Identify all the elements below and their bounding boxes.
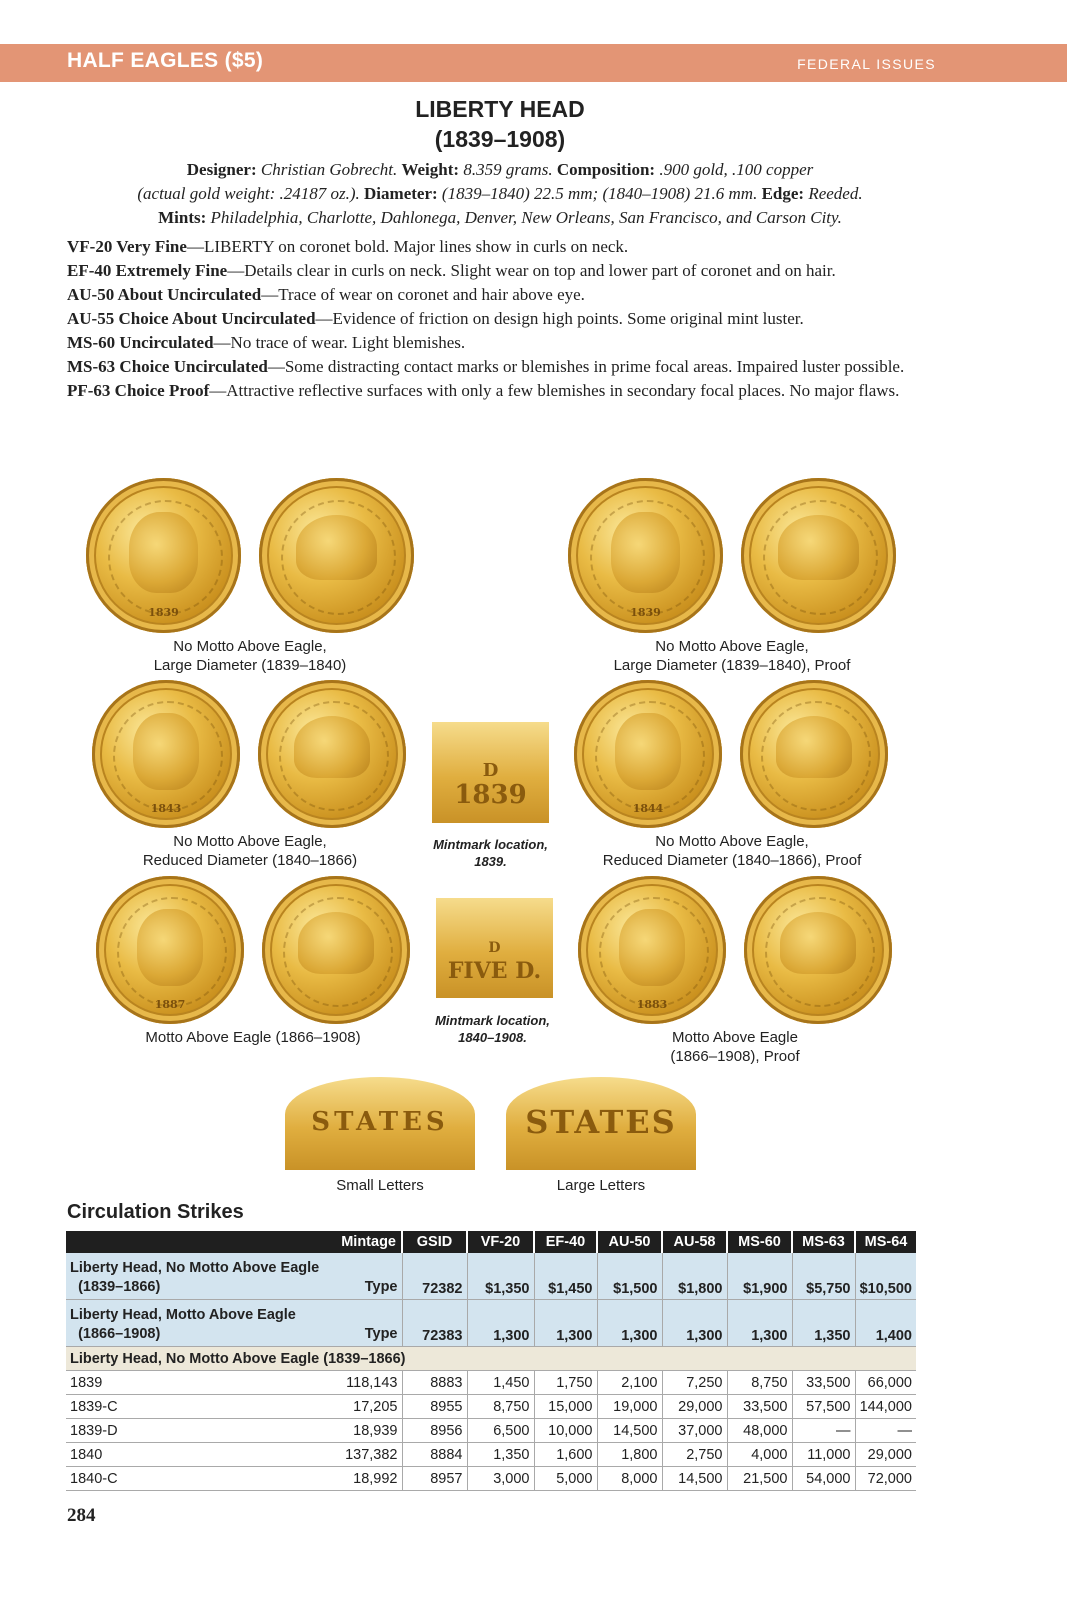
row-mintage: 137,382 [345,1446,398,1463]
coin-reverse-image [262,876,410,1024]
grade-item: AU-50 About Uncirculated—Trace of wear on coronet and hair above eye. [67,285,585,304]
grade-descriptions [67,236,937,404]
caption-motto: Motto Above Eagle (1866–1908) [145,1029,361,1046]
grade-item: PF-63 Choice Proof—Attractive reflective surfaces with only a few blemishes in secondary focal places. No major flaws. [67,381,900,400]
grade-item: EF-40 Extremely Fine—Details clear in curls on neck. Slight wear on top and lower part of coronet and on hair. [67,261,836,280]
type-row: Liberty Head, No Motto Above Eagle (1839–1866) Type 72382 $1,350 $1,450 $1,500 $1,800 $1,900 $5,750 $10,500 [66,1253,916,1300]
row-date: 1839-C [70,1398,118,1415]
col-ms63: MS-63 [792,1231,855,1253]
col-gsid: GSID [402,1231,467,1253]
table-row: 1839-C 17,205 8955 8,750 15,000 19,000 29,000 33,500 57,500 144,000 [66,1395,916,1419]
coin-date: 1839 [630,606,661,620]
composition-value: .900 gold, .100 copper [659,160,814,179]
coin-date: 1844 [632,801,664,815]
coin-date: 1883 [636,997,668,1011]
section-heading: Circulation Strikes [67,1201,244,1223]
small-letters-closeup: STATES [285,1077,475,1170]
row-date: 1840-C [70,1470,118,1487]
mintmark-1840-1908-closeup: D FIVE D. [436,898,553,998]
category-label: FEDERAL ISSUES [797,56,936,72]
col-au58: AU-58 [662,1231,727,1253]
composition-label: Composition: [556,160,656,179]
row-mintage: 18,939 [353,1422,398,1439]
row-date: 1840 [70,1446,103,1463]
grade-item: MS-63 Choice Uncirculated—Some distracting contact marks or blemishes in prime focal areas. Impaired luster possible. [67,357,905,376]
caption-mintmark-1839: Mintmark location, 1839. [433,837,548,869]
coin-date: 1839 [148,606,179,620]
coin-obverse-image [92,680,240,828]
row-date: 1839-D [70,1422,118,1439]
mints-value: Philadelphia, Charlotte, Dahlonega, Denver, New Orleans, San Francisco, and Carson City. [210,208,842,227]
edge-label: Edge: [761,184,805,203]
actual-weight: (actual gold weight: .24187 oz.). [137,184,360,203]
caption-large-letters: Large Letters [556,1177,646,1194]
coin-obverse-image [96,876,244,1024]
coin-date: 1843 [150,801,182,815]
section-title: HALF EAGLES ($5) [67,49,264,72]
group-row: Liberty Head, No Motto Above Eagle (1839–1866) [66,1347,916,1371]
col-au50: AU-50 [597,1231,662,1253]
coin-reverse-proof-image [744,876,892,1024]
caption-small-letters: Small Letters [336,1177,424,1194]
type-row: Liberty Head, Motto Above Eagle (1866–1908) Type 72383 1,300 1,300 1,300 1,300 1,300 1,350 1,400 [66,1300,916,1347]
col-ms60: MS-60 [727,1231,792,1253]
row-date: 1839 [70,1374,103,1391]
row-mintage: 18,992 [353,1470,398,1487]
coin-obverse-proof-image [578,876,726,1024]
weight-label: Weight: [401,160,460,179]
page-number: 284 [67,1505,96,1526]
col-ms64: MS-64 [855,1231,916,1253]
coin-obverse-proof-image [568,478,723,633]
table-header-row [66,1231,916,1253]
table-row: 1840-C 18,992 8957 3,000 5,000 8,000 14,500 21,500 54,000 72,000 [66,1467,916,1491]
grade-item: MS-60 Uncirculated—No trace of wear. Light blemishes. [67,333,466,352]
col-ef40: EF-40 [534,1231,597,1253]
page-title: LIBERTY HEAD [415,96,585,122]
caption-reduced-diameter-proof: No Motto Above Eagle, Reduced Diameter (1840–1866), Proof [602,833,862,869]
coin-obverse-image [86,478,241,633]
spec-line-3 [0,206,1000,230]
diameter-label: Diameter: [364,184,438,203]
caption-large-diameter-proof: No Motto Above Eagle, Large Diameter (1839–1840), Proof [613,638,851,674]
col-vf20: VF-20 [467,1231,534,1253]
page-subtitle: (1839–1908) [434,126,566,152]
coin-date: 1887 [154,997,186,1011]
large-letters-closeup: STATES [506,1077,696,1170]
coin-reverse-image [259,478,414,633]
caption-large-diameter: No Motto Above Eagle, Large Diameter (1839–1840) [153,638,347,674]
spec-line-2 [0,182,1000,206]
running-header [0,44,1067,82]
coin-reverse-proof-image [740,680,888,828]
coin-obverse-proof-image [574,680,722,828]
caption-motto-proof: Motto Above Eagle (1866–1908), Proof [670,1029,800,1065]
grade-item: AU-55 Choice About Uncirculated—Evidence of friction on design high points. Some original mint luster. [67,309,804,328]
designer-value: Christian Gobrecht. [260,160,398,179]
coin-reverse-proof-image [741,478,896,633]
edge-value: Reeded. [808,184,863,203]
table-row: 1839 118,143 8883 1,450 1,750 2,100 7,250 8,750 33,500 66,000 [66,1371,916,1395]
caption-mintmark-1840-1908: Mintmark location, 1840–1908. [435,1013,550,1045]
weight-value: 8.359 grams. [463,160,553,179]
row-mintage: 17,205 [353,1398,398,1415]
table-row: 1839-D 18,939 8956 6,500 10,000 14,500 37,000 48,000 — — [66,1419,916,1443]
grade-item: VF-20 Very Fine—LIBERTY on coronet bold. Major lines show in curls on neck. [67,237,629,256]
designer-label: Designer: [186,160,257,179]
mints-label: Mints: [158,208,207,227]
spec-line-1 [0,158,1000,182]
diameter-value: (1839–1840) 22.5 mm; (1840–1908) 21.6 mm. [441,184,758,203]
caption-reduced-diameter: No Motto Above Eagle, Reduced Diameter (1840–1866) [142,833,358,869]
col-mintage: Mintage [66,1231,402,1253]
table-row: 1840 137,382 8884 1,350 1,600 1,800 2,750 4,000 11,000 29,000 [66,1443,916,1467]
mintmark-1839-closeup: D 1839 [432,722,549,823]
coin-reverse-image [258,680,406,828]
row-mintage: 118,143 [346,1374,398,1391]
price-table [66,1231,916,1491]
